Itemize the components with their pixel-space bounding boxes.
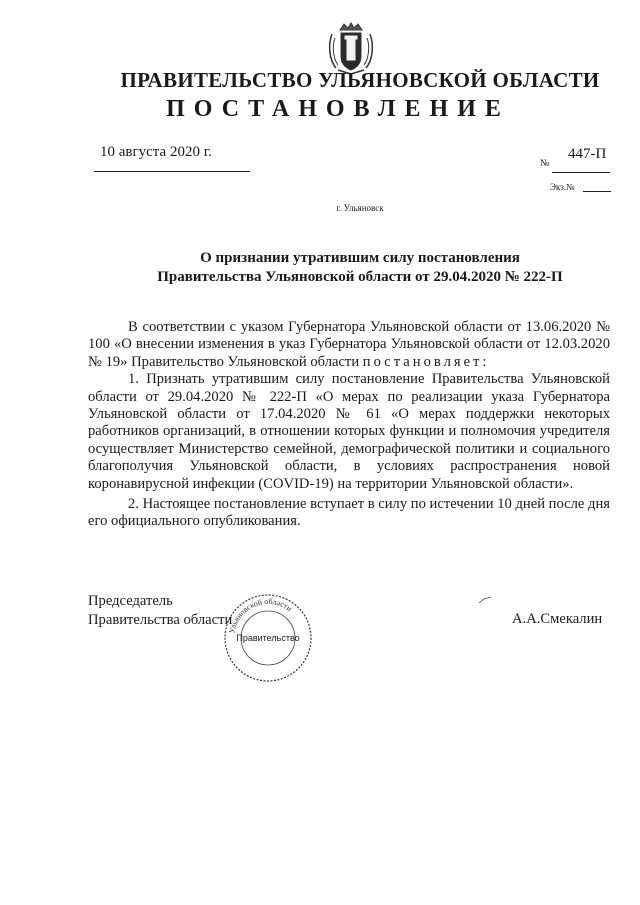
item-1-paragraph: 1. Признать утратившим силу постановление Правительства Ульяновской области от 29.04.2020 № 222-П «О мерах по реализации указа Губернатора Ульяновской области от 17.04.2020 № 61 «О мерах поддержки некоторых работников организаций, в отношении которых функции и полномочия учредителя осуществляет Министерство семейной, демографической политики и социального благополучия Ульяновской области, в условиях распространения новой коронавирусной инфекции (COVID-19) на территории Ульяновской области». [88, 371, 610, 492]
organization-title: ПРАВИТЕЛЬСТВО УЛЬЯНОВСКОЙ ОБЛАСТИ [120, 68, 600, 92]
copy-number-underline [583, 191, 611, 192]
subject-line-2: Правительства Ульяновской области от 29.04.2020 № 222-П [157, 269, 563, 285]
document-body [88, 319, 610, 531]
date-underline [94, 171, 250, 172]
document-type-title: ПОСТАНОВЛЕНИЕ [166, 96, 510, 122]
signatory-position-line-1: Председатель [88, 593, 173, 609]
document-number: 447-П [568, 146, 607, 162]
document-subject [120, 249, 600, 287]
item-2-paragraph: 2. Настоящее постановление вступает в силу по истечении 10 дней после дня его официального опубликования. [88, 496, 610, 530]
decree-word: постановляет: [362, 353, 490, 370]
number-underline [552, 172, 610, 173]
official-stamp [222, 592, 314, 684]
stamp-center-text: Правительство [236, 633, 300, 643]
signatory-name: А.А.Смекалин [512, 611, 603, 627]
document-date: 10 августа 2020 г. [100, 144, 212, 160]
stamp-ring-text [227, 597, 294, 634]
intro-text: В соответствии с указом Губернатора Ульяновской области от 13.06.2020 № 100 «О внесении изменения в указ Губернатора Ульяновской области от 12.03.2020 № 19» Правительство Ульяновской области [88, 319, 610, 370]
copy-number-label: Экз.№ [550, 182, 575, 192]
number-sign: № [540, 158, 550, 169]
stamp-ring-textpath: Ульяновской области [227, 596, 294, 635]
city-label: г. Ульяновск [336, 203, 384, 213]
intro-paragraph [88, 319, 610, 371]
signatory-position [88, 592, 232, 630]
subject-line-1: О признании утратившим силу постановления [200, 250, 520, 266]
signatory-position-line-2: Правительства области [88, 612, 233, 628]
signature-mark-icon [478, 596, 492, 604]
